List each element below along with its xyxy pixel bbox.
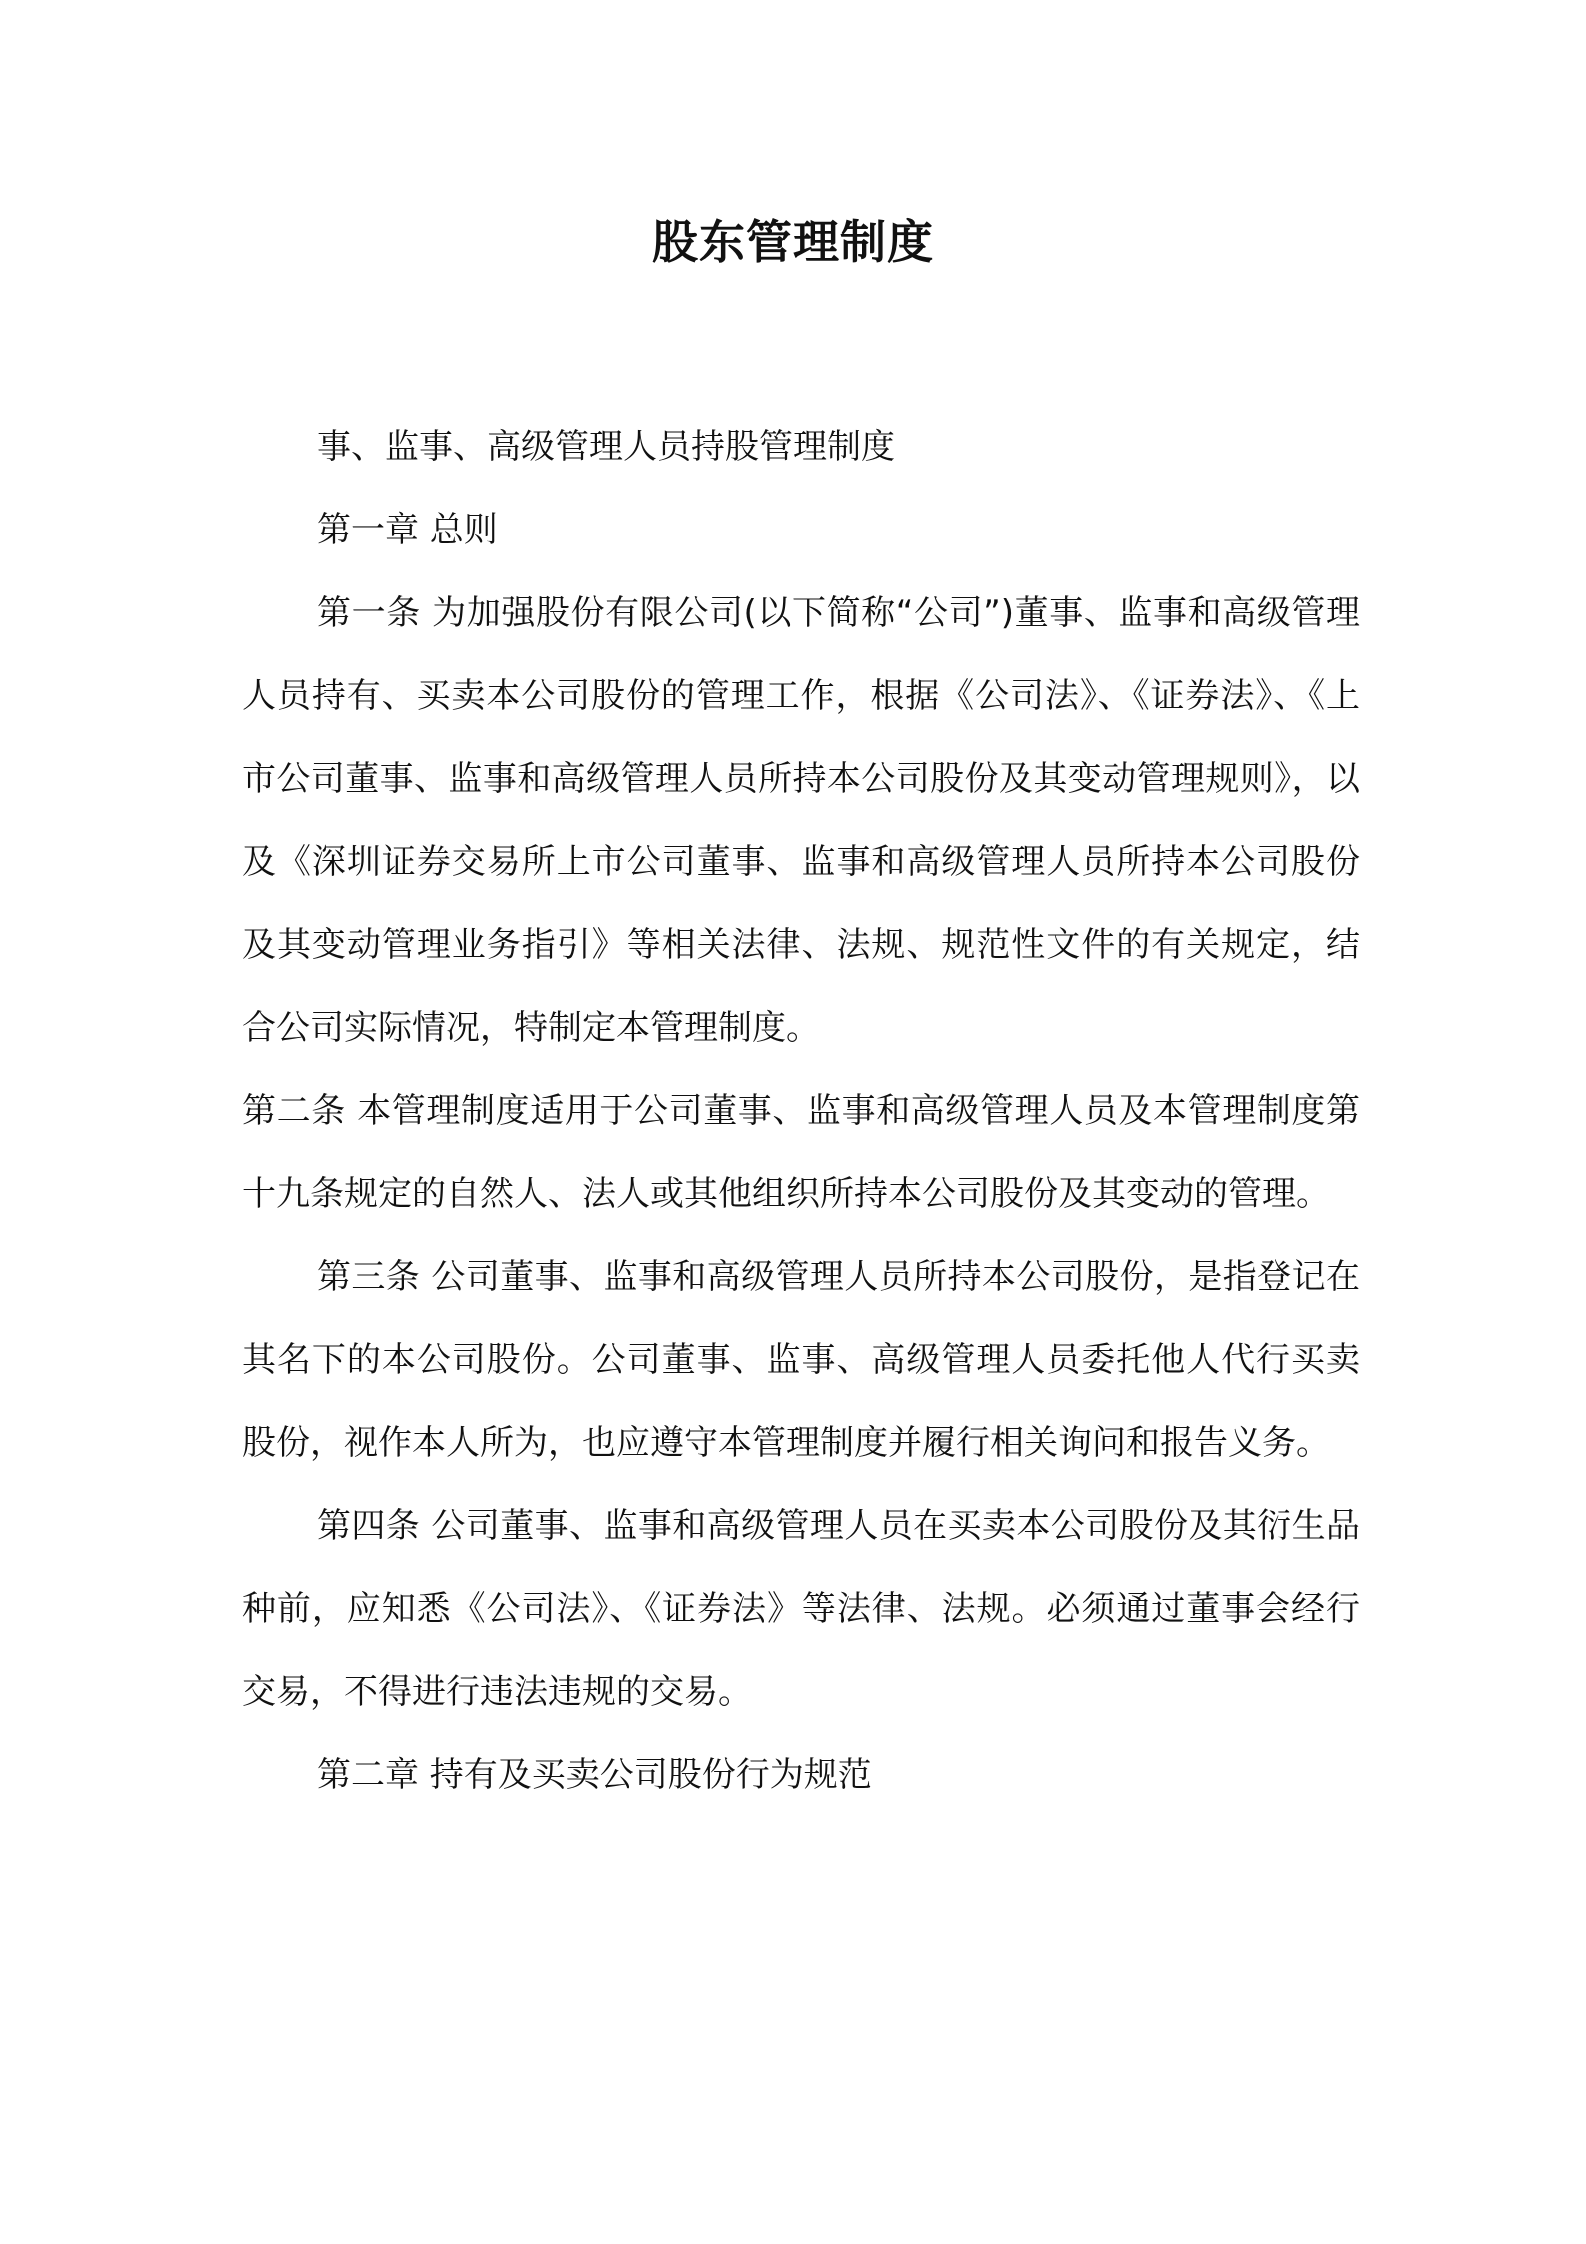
article-paragraph: 第一条 为加强股份有限公司(以下简称“公司”)董事、监事和高级管理人员持有、买卖本公司股份的管理工作，根据《公司法》、《证券法》、《上市公司董事、监事和高级管理人员所持本公司股份及其变动管理规则》，以及《深圳证券交易所上市公司董事、监事和高级管理人员所持本公司股份及其变动管理业务指引》等相关法律、法规、规范性文件的有关规定，结合公司实际情况，特制定本管理制度。 [242, 593, 1360, 1048]
chapter-heading: 第一章 总则 [317, 510, 498, 550]
document-title: 股东管理制度 [652, 215, 934, 269]
subtitle-line: 事、监事、高级管理人员持股管理制度 [317, 427, 895, 467]
article-paragraph: 第三条 公司董事、监事和高级管理人员所持本公司股份，是指登记在其名下的本公司股份。公司董事、监事、高级管理人员委托他人代行买卖股份，视作本人所为，也应遵守本管理制度并履行相关询问和报告义务。 [242, 1257, 1360, 1463]
article-paragraph: 第四条 公司董事、监事和高级管理人员在买卖本公司股份及其衍生品种前，应知悉《公司法》、《证券法》等法律、法规。必须通过董事会经行交易，不得进行违法违规的交易。 [242, 1506, 1360, 1712]
document-body [242, 406, 1360, 1817]
article-paragraph: 第二条 本管理制度适用于公司董事、监事和高级管理人员及本管理制度第十九条规定的自然人、法人或其他组织所持本公司股份及其变动的管理。 [242, 1091, 1360, 1214]
chapter-heading: 第二章 持有及买卖公司股份行为规范 [317, 1755, 872, 1795]
